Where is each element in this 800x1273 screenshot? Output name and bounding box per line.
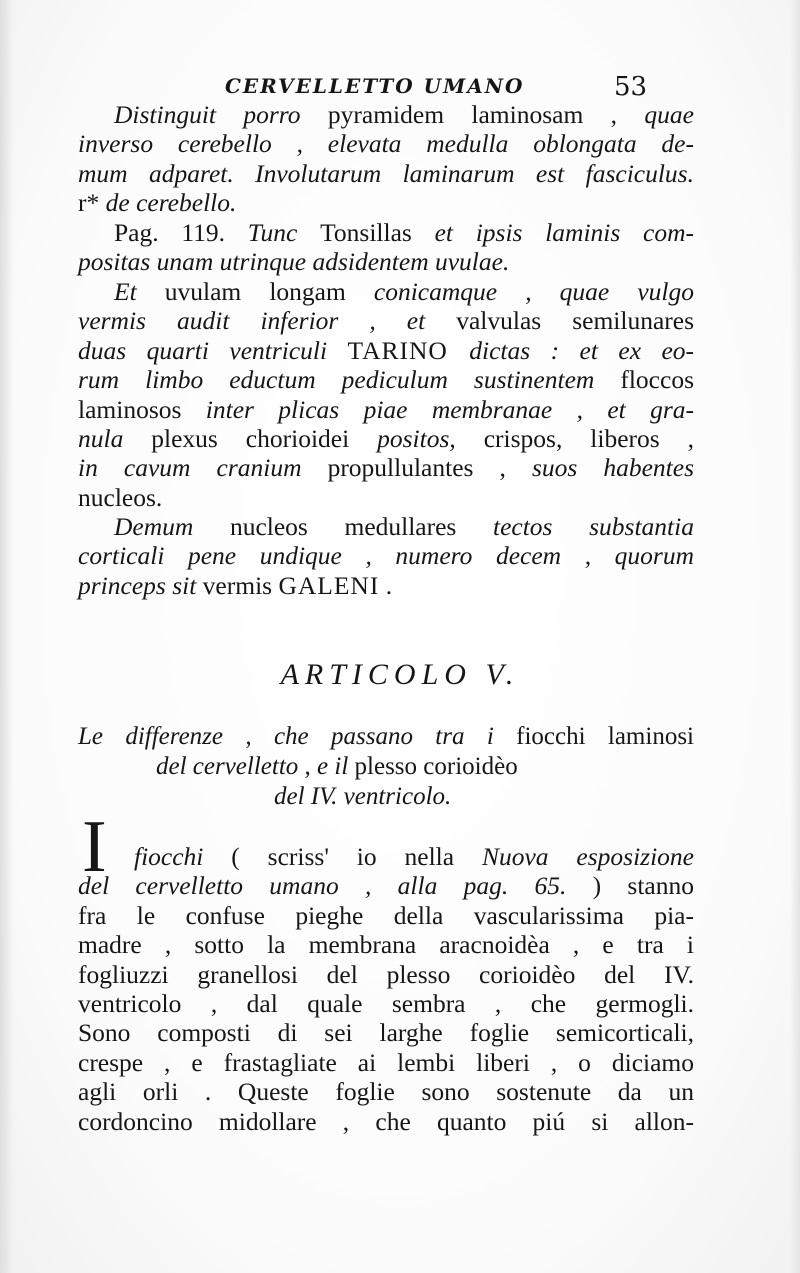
roman-text: ) stanno — [592, 871, 694, 901]
roman-text: . — [379, 570, 393, 600]
text-line — [78, 336, 694, 365]
italic-text: Nuova esposizione — [481, 842, 695, 871]
text-line — [78, 541, 694, 570]
roman-text: propullulantes , — [327, 453, 532, 483]
roman-text: nucleos. — [78, 482, 163, 512]
roman-text: uvulam longam — [164, 277, 374, 306]
page-edge-shadow-left — [0, 0, 14, 1273]
roman-text: floccos — [620, 365, 694, 395]
roman-text: Pag. 119. — [114, 218, 248, 247]
italic-text: del cervelletto umano , alla pag. 65. — [78, 871, 593, 901]
roman-text: agli orli . Queste foglie sono sostenute da un — [78, 1077, 694, 1107]
text-line — [78, 512, 694, 541]
roman-text: laminosos — [78, 394, 206, 424]
italic-text: vermis audit inferior , et — [78, 306, 457, 336]
italic-text: inverso cerebello , elevata medulla oblongata de- — [78, 129, 694, 159]
text-line — [78, 483, 694, 512]
text-line — [78, 188, 694, 217]
italic-text: fiocchi — [134, 842, 232, 871]
italic-text: rum limbo eductum pediculum sustinentem — [78, 365, 621, 395]
italic-text: de cerebello. — [105, 188, 237, 218]
text-line — [78, 782, 694, 812]
roman-text: fiocchi laminosi — [516, 723, 694, 750]
roman-text: fogliuzzi granellosi del plesso corioidèo del IV. — [78, 959, 694, 989]
italic-text: duas quarti ventriculi — [78, 335, 348, 365]
text-line — [78, 159, 694, 188]
roman-text: vermis — [202, 570, 279, 600]
roman-text: fra le confuse pieghe della vascularissima pia- — [78, 900, 694, 930]
text-line — [78, 1107, 694, 1136]
text-line — [78, 960, 694, 989]
text-line — [78, 722, 694, 752]
text-line — [78, 453, 694, 482]
roman-text: cordoncino midollare , che quanto piú si allon- — [78, 1106, 694, 1136]
text-line — [78, 129, 694, 158]
italic-text: Tunc — [247, 218, 321, 247]
article-heading: ARTICOLO V. — [280, 658, 520, 691]
running-title: CERVELLETTO UMANO — [225, 74, 525, 98]
italic-text: Demum — [114, 512, 230, 541]
page-edge-shadow-right — [790, 0, 800, 1273]
roman-text: r* — [78, 188, 106, 218]
article-body-text — [78, 842, 694, 1136]
paragraph-pag-119 — [78, 218, 694, 277]
text-line — [78, 901, 694, 930]
italic-text: positas unam utrinque adsidentem uvulae. — [78, 247, 510, 277]
italic-text: princeps sit — [78, 570, 203, 600]
roman-text: Tonsillas — [320, 218, 435, 247]
italic-text: inter plicas piae membranae , et gra- — [205, 394, 694, 424]
roman-text: , crispos, liberos , — [449, 423, 694, 453]
page-number: 53 — [614, 72, 648, 102]
italic-text: suos habentes — [531, 453, 695, 483]
roman-text: valvulas semilunares — [456, 306, 694, 336]
paragraph-et-uvulam — [78, 277, 694, 512]
italic-text: Distinguit porro — [114, 100, 328, 129]
text-line — [78, 1048, 694, 1077]
italic-text: del cervelletto , e il — [156, 753, 355, 780]
text-line — [78, 218, 694, 247]
text-line — [78, 424, 694, 453]
italic-text: mum adparet. Involutarum laminarum est fasciculus. — [78, 158, 694, 188]
italic-text: quae — [644, 100, 694, 129]
small-caps-name: GALENI — [278, 570, 380, 600]
article-subheading — [78, 722, 694, 812]
italic-text: Le differenze , che passano tra i — [78, 723, 517, 750]
italic-text: Et — [114, 277, 165, 306]
text-line — [78, 365, 694, 394]
text-line — [78, 277, 694, 306]
text-line — [78, 842, 694, 871]
paragraph-distinguit — [78, 100, 694, 218]
italic-text: et ipsis laminis com- — [434, 218, 694, 247]
text-line — [78, 989, 694, 1018]
roman-text: pyramidem laminosam , — [327, 100, 645, 129]
text-line — [78, 571, 694, 600]
text-line — [78, 100, 694, 129]
italic-text: conicamque , quae vulgo — [373, 277, 694, 306]
small-caps-name: TARINO — [347, 335, 470, 365]
text-line — [78, 752, 694, 782]
drop-cap-letter: I — [82, 806, 107, 888]
text-line — [78, 306, 694, 335]
italic-text: corticali pene undique , numero decem , quorum — [78, 541, 694, 571]
italic-text: del IV. ventricolo. — [274, 783, 452, 810]
roman-text: madre , sotto la membrana aracnoidèa , e tra i — [78, 930, 694, 960]
text-line — [78, 1077, 694, 1106]
roman-text: nucleos medullares — [229, 512, 493, 541]
text-line — [78, 1018, 694, 1047]
roman-text: Sono composti di sei larghe foglie semicorticali, — [78, 1018, 694, 1048]
text-line — [78, 247, 694, 276]
italic-text: positos — [377, 423, 450, 453]
italic-text: dictas : et ex eo- — [469, 335, 695, 365]
roman-text: ventricolo , dal quale sembra , che germogli. — [78, 988, 694, 1018]
roman-text: plexus chorioidei — [151, 423, 378, 453]
italic-text: in cavum cranium — [78, 453, 328, 483]
roman-text: plesso corioidèo — [354, 753, 518, 780]
text-line — [78, 871, 694, 900]
italic-text: tectos substantia — [493, 512, 694, 541]
italic-text: nula — [78, 423, 152, 453]
text-line — [78, 930, 694, 959]
paragraph-demum — [78, 512, 694, 600]
text-line — [78, 395, 694, 424]
roman-text: crespe , e frastagliate ai lembi liberi , o diciamo — [78, 1047, 694, 1077]
roman-text: ( scriss' io nella — [231, 842, 482, 871]
